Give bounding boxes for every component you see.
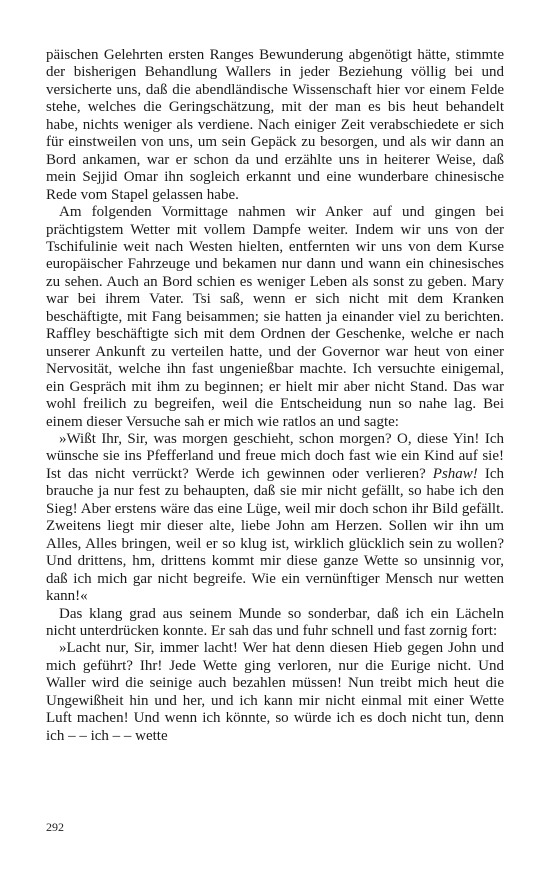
paragraph-text: »Wißt Ihr, Sir, was morgen geschieht, schon morgen? O, diese Yin! Ich wünsche sie ins Pfefferland und freue mich doch fast wie ein Kind auf sie! Ist das nicht verrückt? Werde ich gewinnen oder verlieren? (46, 430, 504, 482)
paragraph-text: Am folgenden Vormittage nahmen wir Anker auf und gingen bei prächtigstem Wetter mit vollem Dampfe weiter. Indem wir uns von der Tschifulinie weit nach Westen hielten, entfernten wir uns von dem Kurse europäischer Fahrzeuge und bekamen nur dann und wann ein chinesisches zu sehen. Auch an Bord schien es weniger Leben als sonst zu geben. Mary war bei ihrem Vater. Tsi saß, wenn er sich nicht mit dem Kranken beschäftigte, mit Fang beisammen; sie hatten ja einander viel zu berichten. Raffley beschäftigte sich mit dem Ordnen der Geschenke, welche er nach unserer Ankunft zu verteilen hatte, und der Governor war heut von einer Nervosität, welche ihn fast ungenießbar machte. Ich versuchte einigemal, ein Gespräch mit ihm zu beginnen; er hielt mir aber nicht Stand. Das war wohl freilich zu begreifen, weil die Entscheidung nun so nahe lag. Bei einem dieser Versuche sah er mich wie ratlos an und sagte: (46, 204, 504, 430)
paragraph-text: Ich brauche ja nur fest zu behaupten, daß sie mir nicht gefällt, so habe ich den Sieg! Aber erstens wäre das eine Lüge, weil mir doch schon ihr Bild gefällt. Zweitens liegt mir dieser alte, liebe John am Herzen. Sollen wir ihn um Alles, Alles bringen, weil er so klug ist, wirklich glücklich sein zu wollen? Und drittens, hm, drittens kommt mir diese ganze Wette so unsinnig vor, daß ich mich gar nicht begreife. Wie ein vernünftiger Mensch nur wetten kann!« (46, 465, 504, 605)
paragraph-text: päischen Gelehrten ersten Ranges Bewunderung abgenötigt hätte, stimmte der bisherigen Behandlung Wallers in jeder Beziehung völlig bei und versicherte uns, daß die abendländische Wissenschaft hier vor einem Felde stehe, welches die Geringschätzung, mit der man es bis heut behandelt habe, nichts weniger als verdiene. Nach einiger Zeit verabschiedete er sich für einstweilen von uns, um sein Gepäck zu besorgen, und als wir dann an Bord ankamen, war er schon da und erzählte uns in heiterer Weise, daß mein Sejjid Omar ihn sogleich erkannt und eine wunderbare chinesische Rede vom Stapel gelassen habe. (46, 47, 504, 203)
paragraph (46, 204, 504, 431)
paragraph-text: Das klang grad aus seinem Munde so sonderbar, daß ich ein Lächeln nicht unterdrücken konnte. Er sah das und fuhr schnell und fast zornig fort: (46, 605, 504, 639)
paragraph (46, 47, 504, 204)
paragraph (46, 431, 504, 606)
body-text (46, 47, 504, 745)
paragraph (46, 640, 504, 745)
page-number: 292 (46, 820, 64, 834)
book-page (46, 47, 504, 837)
paragraph-text: »Lacht nur, Sir, immer lacht! Wer hat denn diesen Hieb gegen John und mich geführt? Ihr! Jede Wette ging verloren, nur die Eurige nicht. Und Waller wird die seinige auch bezahlen müssen! Nun treibt mich heut die Ungewißheit hin und her, und ich kann mir nicht einmal mit einer Wette Luft machen! Und wenn ich könnte, so würde ich es doch nicht tun, denn ich – – ich – – wette (46, 640, 504, 744)
emphasized-word: Pshaw! (432, 465, 478, 482)
paragraph (46, 606, 504, 641)
